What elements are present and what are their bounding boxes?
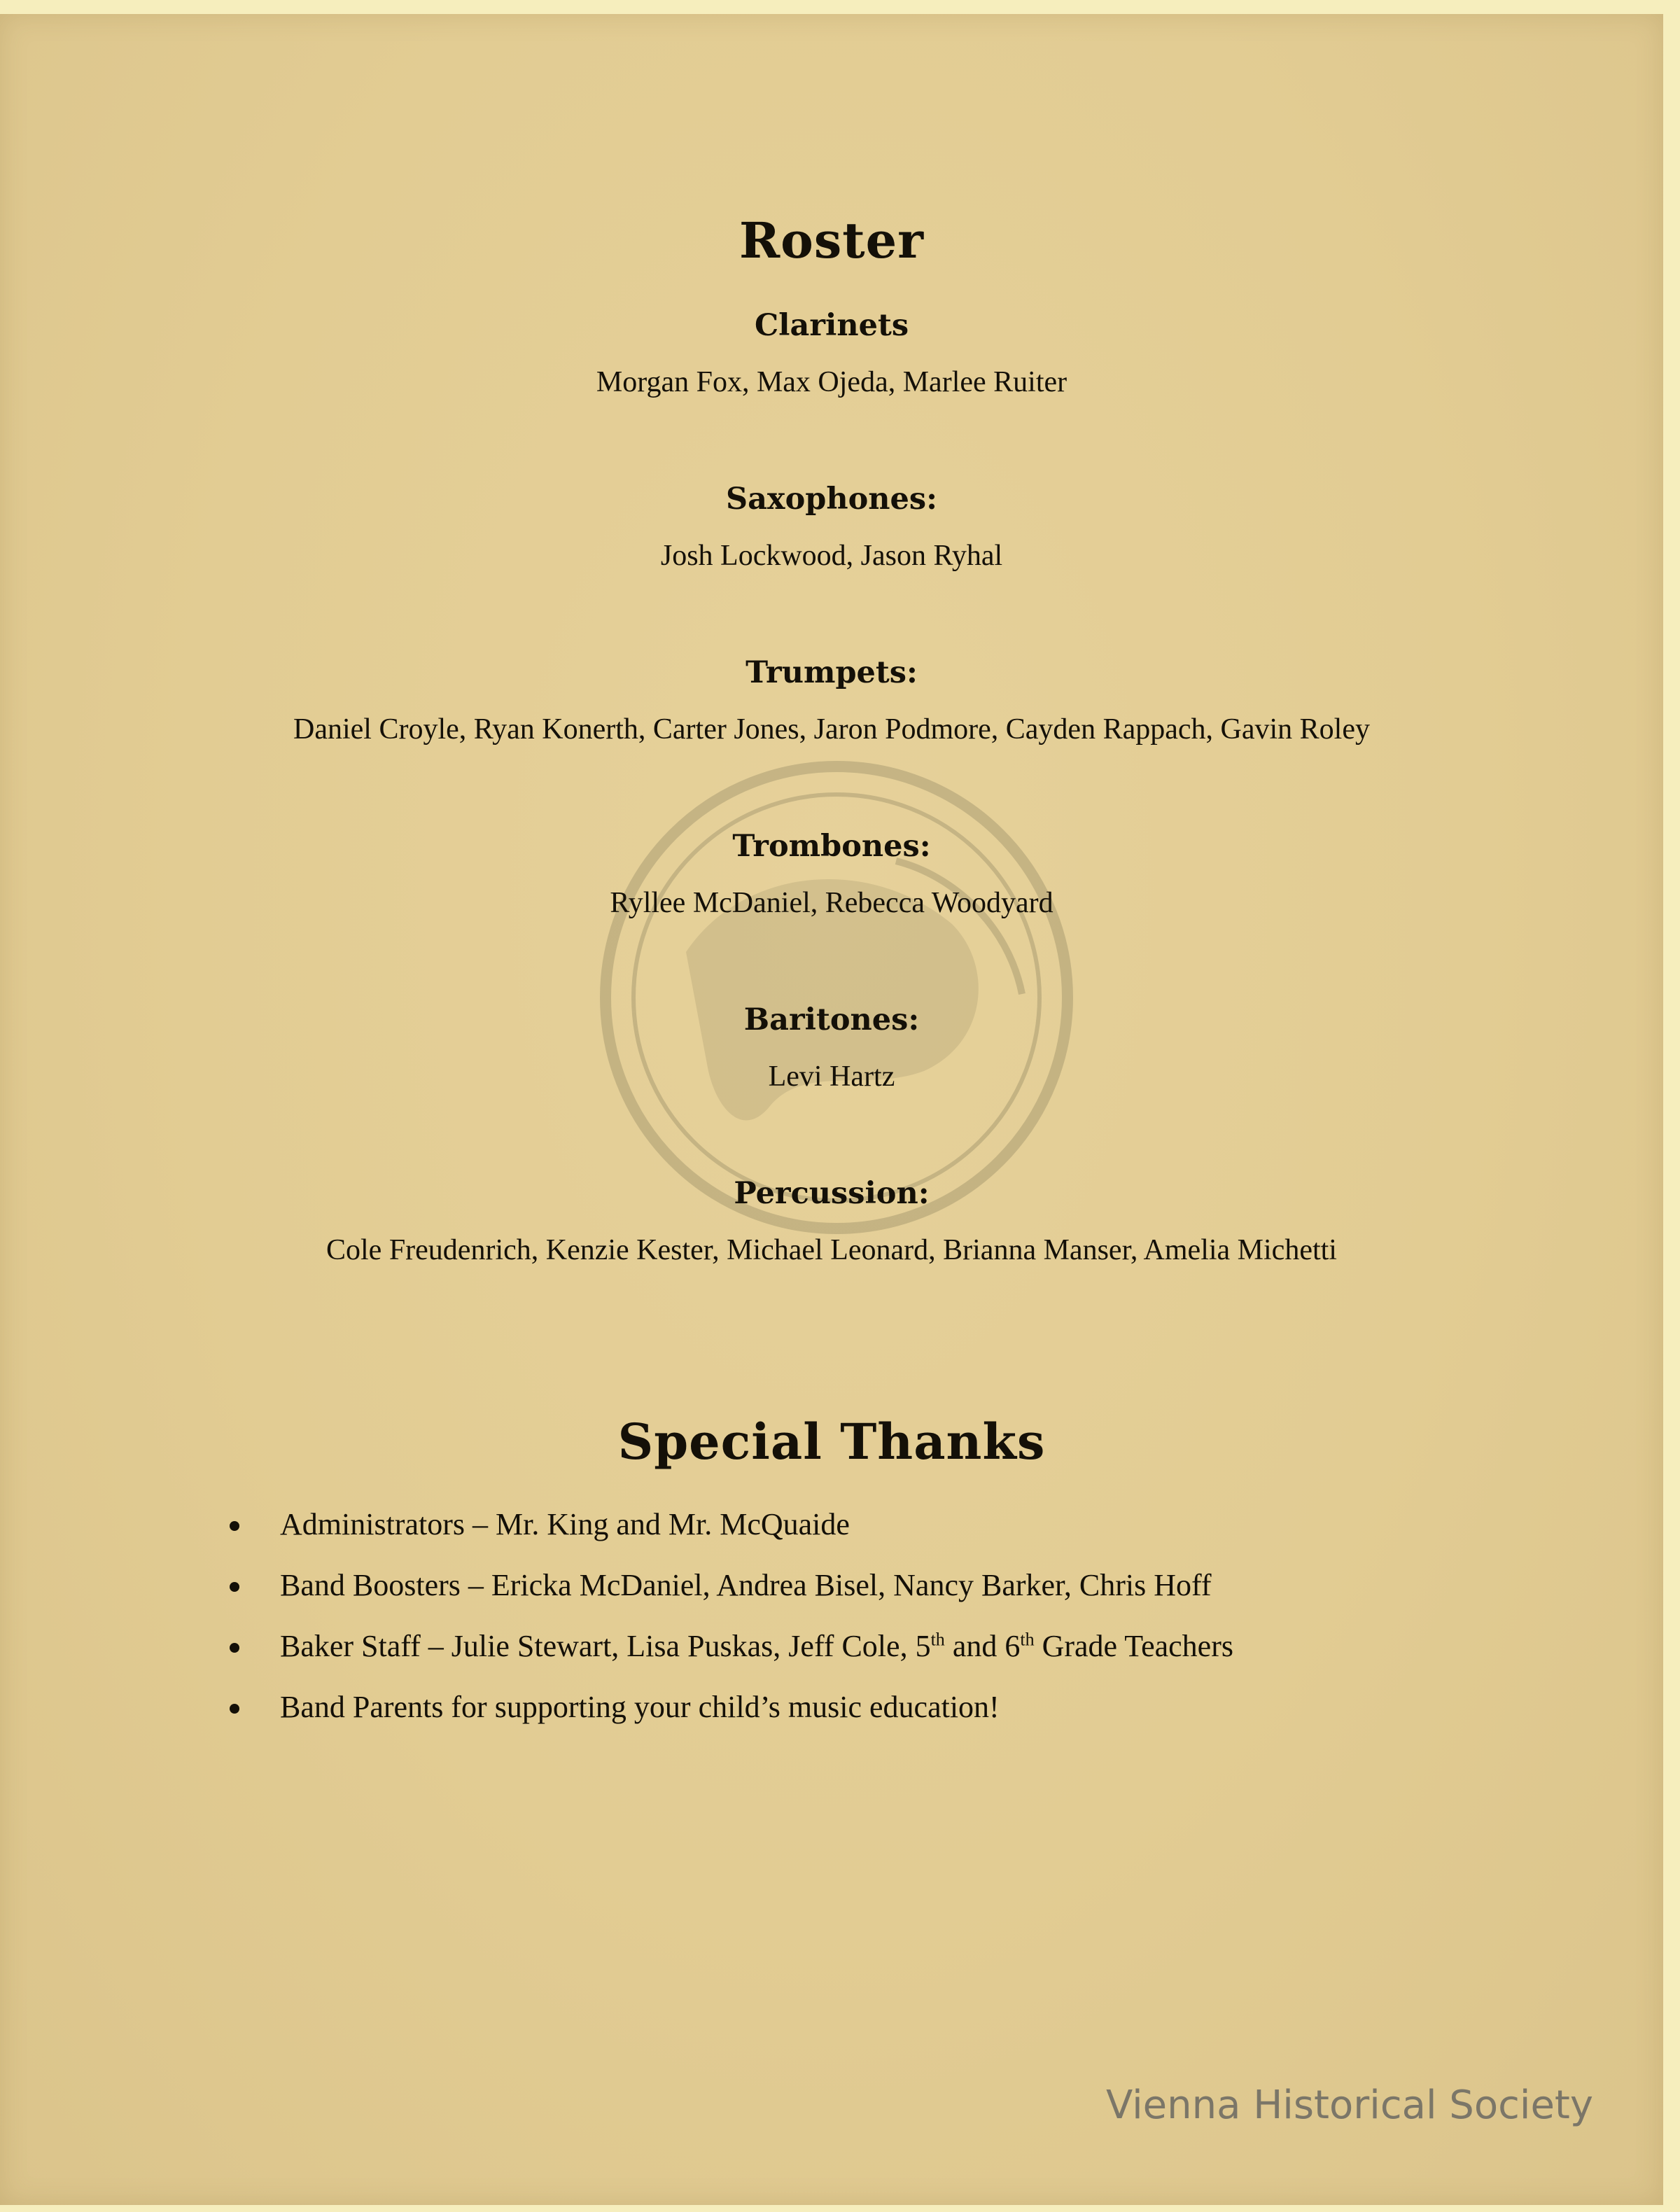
- watermark: Vienna Historical Society: [1106, 2082, 1594, 2128]
- list-item: [224, 1686, 1484, 1747]
- bullet-icon: [230, 1643, 239, 1653]
- bullet-icon: [230, 1582, 239, 1592]
- thanks-item-text: Band Parents for supporting your child’s music education!: [280, 1690, 1000, 1724]
- thanks-item-text: Administrators – Mr. King and Mr. McQuaide: [280, 1507, 850, 1541]
- section-heading-saxophones: Saxophones:: [726, 482, 937, 517]
- bullet-icon: [230, 1704, 239, 1714]
- section-names-trombones: Ryllee McDaniel, Rebecca Woodyard: [610, 887, 1054, 919]
- list-item: [224, 1504, 1484, 1564]
- ordinal-suffix: th: [930, 1629, 945, 1650]
- special-thanks-title: Special Thanks: [617, 1413, 1046, 1471]
- section-names-saxophones: Josh Lockwood, Jason Ryhal: [660, 540, 1003, 572]
- section-heading-baritones: Baritones:: [743, 1002, 920, 1037]
- thanks-item-text-pre: Baker Staff – Julie Stewart, Lisa Puskas, Jeff Cole, 5: [280, 1629, 931, 1663]
- bullet-icon: [230, 1521, 239, 1531]
- thanks-item-text: [280, 1625, 1233, 1667]
- list-item: [224, 1564, 1484, 1625]
- ordinal-suffix: th: [1020, 1629, 1035, 1650]
- section-names-trumpets: Daniel Croyle, Ryan Konerth, Carter Jones, Jaron Podmore, Cayden Rappach, Gavin Roley: [293, 713, 1370, 746]
- section-names-percussion: Cole Freudenrich, Kenzie Kester, Michael Leonard, Brianna Manser, Amelia Michetti: [326, 1234, 1337, 1266]
- section-heading-clarinets: Clarinets: [754, 308, 909, 343]
- roster-title: Roster: [738, 211, 925, 270]
- section-names-baritones: Levi Hartz: [768, 1060, 895, 1093]
- list-item: [224, 1625, 1484, 1686]
- section-names-clarinets: Morgan Fox, Max Ojeda, Marlee Ruiter: [596, 366, 1068, 398]
- thanks-item-text-mid: and 6: [944, 1629, 1021, 1663]
- section-heading-trombones: Trombones:: [732, 829, 931, 864]
- section-heading-trumpets: Trumpets:: [746, 655, 918, 690]
- program-page: [0, 14, 1663, 2205]
- special-thanks-list: [224, 1504, 1484, 1747]
- thanks-item-text-post: Grade Teachers: [1034, 1629, 1233, 1663]
- section-heading-percussion: Percussion:: [734, 1176, 930, 1211]
- thanks-item-text: Band Boosters – Ericka McDaniel, Andrea Bisel, Nancy Barker, Chris Hoff: [280, 1568, 1212, 1602]
